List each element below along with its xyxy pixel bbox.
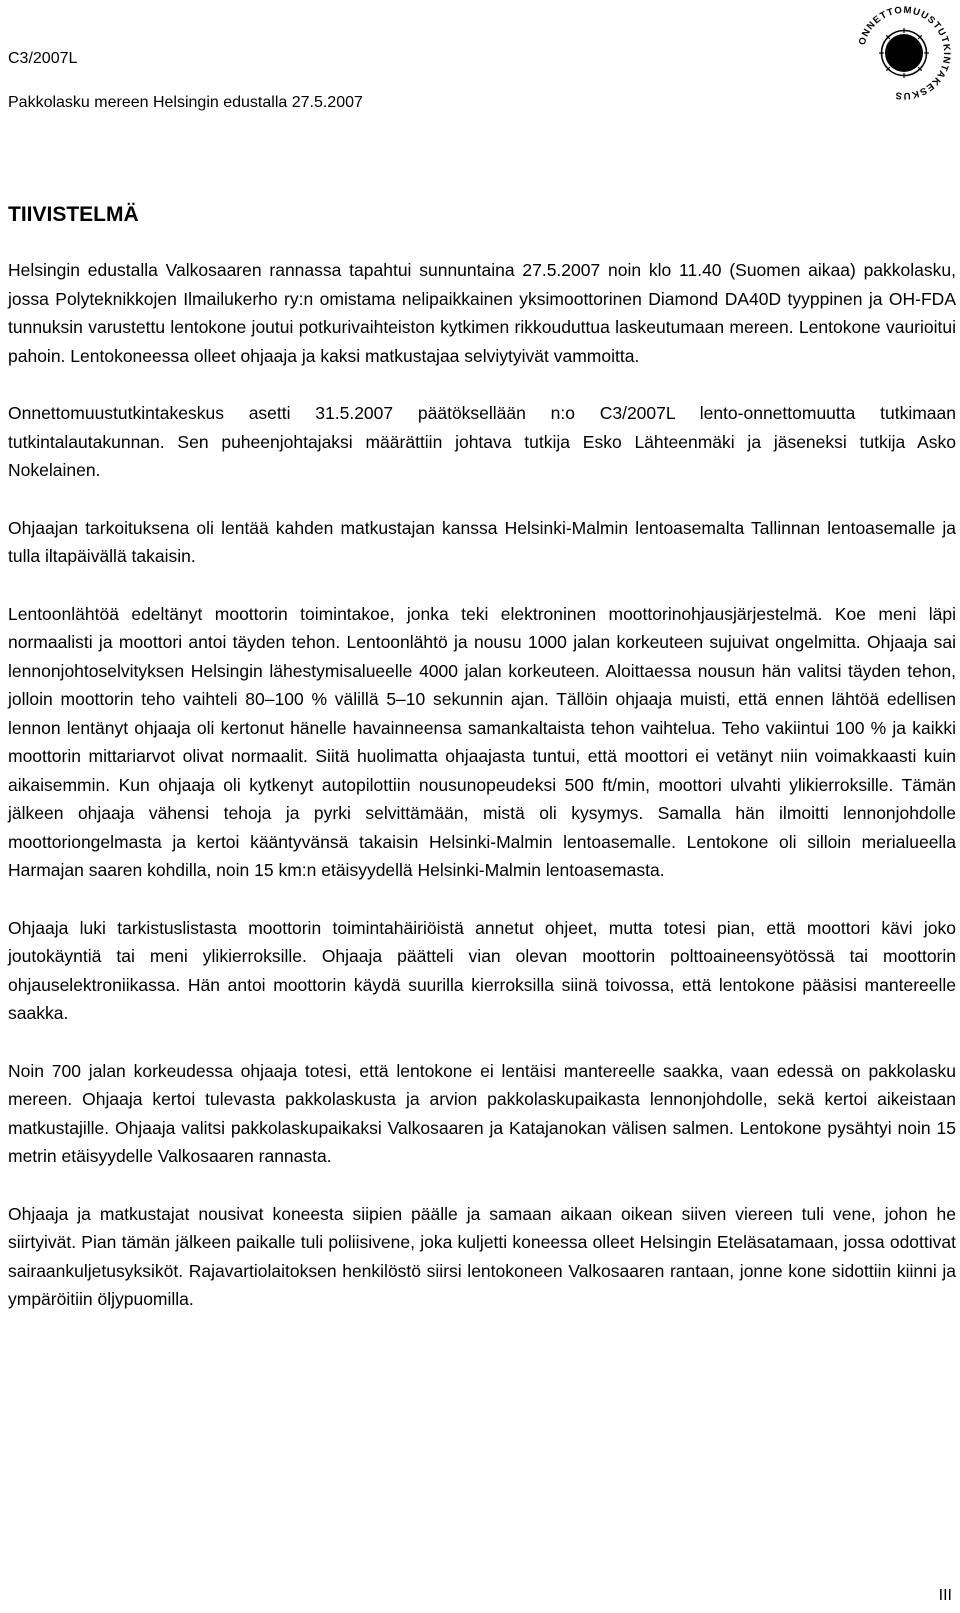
report-title: Pakkolasku mereen Helsingin edustalla 27.5.2007 (8, 94, 363, 111)
page-number: III (938, 1587, 952, 1604)
report-id: C3/2007L (8, 50, 78, 67)
paragraph: Lentoonlähtöä edeltänyt moottorin toimintakoe, jonka teki elektroninen moottorinohjausjärjestelmä. Koe meni läpi normaalisti ja moottori antoi täyden tehon. Lentoonlähtö ja nousu 1000 jalan korkeuteen sujuivat ongelmitta. Ohjaaja sai lennonjohtoselvityksen Helsingin lähestymisalueelle 4000 jalan korkeuteen. Aloittaessa nousun hän valitsi täyden tehon, jolloin moottorin teho vaihteli 80–100 % välillä 5–10 sekunnin ajan. Tällöin ohjaaja muisti, että ennen lähtöä edellisen lennon lentänyt ohjaaja oli kertonut hänelle havainneensa samankaltaista tehon vaihtelua. Teho vakiintui 100 % ja kaikki moottorin mittariarvot olivat normaalit. Siitä huolimatta ohjaajasta tuntui, että moottori ei vetänyt niin voimakkaasti kuin aikaisemmin. Kun ohjaaja oli kytkenyt autopilottiin nousunopeudeksi 500 ft/min, moottori ulvahti ylikierroksille. Tämän jälkeen ohjaaja vähensi tehoja ja pyrki selvittämään, mistä oli kysymys. Samalla hän ilmoitti lennonjohdolle moottoriongelmasta ja kertoi kääntyvänsä takaisin Helsinki-Malmin lentoasemalle. Lentokone oli silloin merialueella Harmajan saaren kohdilla, noin 15 km:n etäisyydellä Helsinki-Malmin lentoasemasta. (8, 603, 956, 880)
paragraph: Noin 700 jalan korkeudessa ohjaaja totesi, että lentokone ei lentäisi mantereelle saakka, vaan edessä on pakkolasku mereen. Ohjaaja kertoi tulevasta pakkolaskusta ja arvion pakkolaskupaikasta lennonjohdolle, sekä kertoi aikeistaan matkustajille. Ohjaaja valitsi pakkolaskupaikaksi Valkosaaren ja Katajanokan välisen salmen. Lentokone pysähtyi noin 15 metrin etäisyydelle Valkosaaren rannasta. (8, 1060, 956, 1166)
paragraph: Helsingin edustalla Valkosaaren rannassa tapahtui sunnuntaina 27.5.2007 noin klo 11.40 (Suomen aikaa) pakkolasku, jossa Polyteknikkojen Ilmailukerho ry:n omistama nelipaikkainen yksimoottorinen Diamond DA40D tyyppinen ja OH-FDA tunnuksin varustettu lentokone joutui potkurivaihteiston kytkimen rikkouduttua laskeutumaan mereen. Lentokone vaurioitui pahoin. Lentokoneessa olleet ohjaaja ja kaksi matkustajaa selviytyivät vammoitta. (8, 260, 956, 366)
paragraph: Ohjaajan tarkoituksena oli lentää kahden matkustajan kanssa Helsinki-Malmin lentoasemalta Tallinnan lentoasemalle ja tulla iltapäivällä takaisin. (8, 517, 956, 566)
logo-center-disc (885, 34, 923, 72)
logo-ring-text: ONNETTOMUUSTUTKINTAKESKUS (856, 4, 953, 102)
summary-body (8, 256, 956, 1343)
paragraph: Ohjaaja luki tarkistuslistasta moottorin toimintahäiriöistä annetut ohjeet, mutta totesi pian, että moottori kävi joko joutokäyntiä tai meni ylikierroksille. Ohjaaja päätteli vian olevan moottorin polttoaineensyötössä tai moottorin ohjauselektroniikassa. Hän antoi moottorin käydä suurilla kierroksilla siinä toivossa, että lentokone pääsisi mantereelle saakka. (8, 917, 956, 1023)
paragraph: Ohjaaja ja matkustajat nousivat koneesta siipien päälle ja samaan aikaan oikean siiven viereen tuli vene, johon he siirtyivät. Pian tämän jälkeen paikalle tuli poliisivene, joka kuljetti koneessa olleet Helsingin Eteläsatamaan, jossa odottivat sairaankuljetusyksiköt. Rajavartiolaitoksen henkilöstö siirsi lentokoneen Valkosaaren rantaan, jonne kone sidottiin kiinni ja ympäröitiin öljypuomilla. (8, 1203, 956, 1309)
paragraph: Onnettomuustutkintakeskus asetti 31.5.2007 päätöksellään n:o C3/2007L lento-onnettomuutta tutkimaan tutkintalautakunnan. Sen puheenjohtajaksi määrättiin johtava tutkija Esko Lähteenmäki ja jäseneksi tutkija Asko Nokelainen. (8, 403, 956, 480)
summary-title: TIIVISTELMÄ (8, 203, 139, 226)
onnettomuustutkintakeskus-logo (851, 0, 957, 106)
